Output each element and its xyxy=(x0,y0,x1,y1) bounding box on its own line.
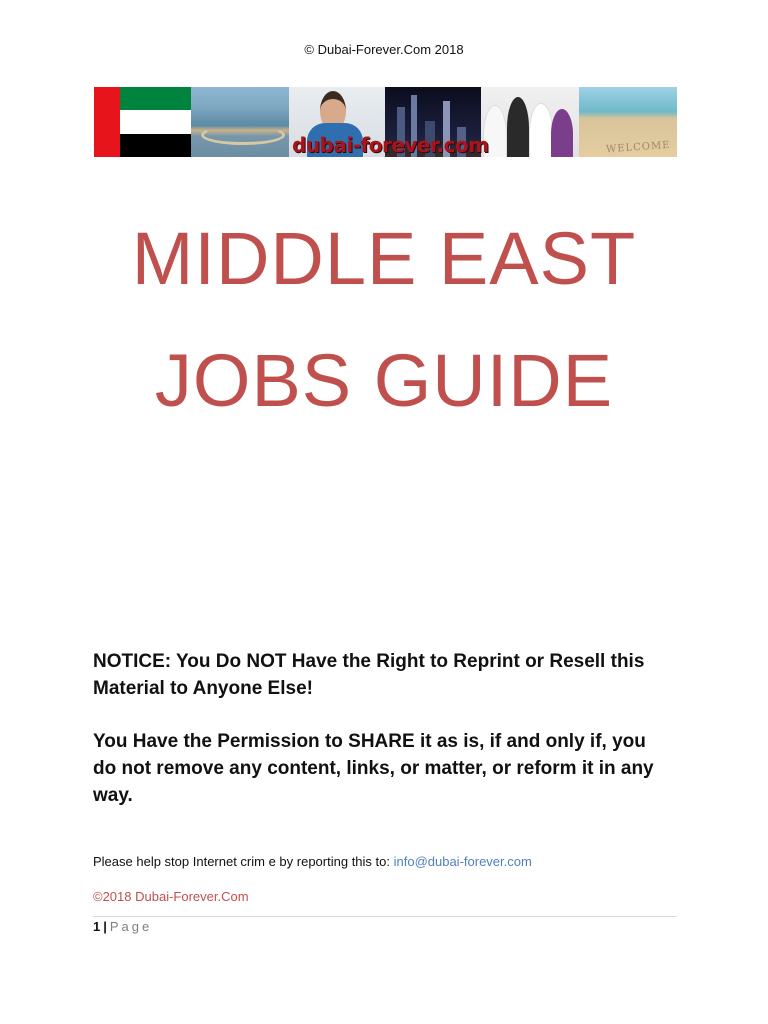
page-separator: | xyxy=(103,919,107,934)
palm-island-image xyxy=(191,87,289,157)
notice-paragraph: NOTICE: You Do NOT Have the Right to Reprint or Resell this Material to Anyone Else! xyxy=(93,651,645,699)
permission-paragraph: You Have the Permission to SHARE it as is, if and only if, you do not remove any content, links, or matter, or reform it in any way. xyxy=(93,731,654,806)
professional-team-image xyxy=(481,87,579,157)
report-text: Please help stop Internet crim e by reporting this to: xyxy=(93,854,394,869)
beach-welcome-text: WELCOME xyxy=(606,139,672,156)
banner-site-caption: dubai-forever.com xyxy=(292,133,489,157)
page-number: 1 xyxy=(93,919,101,934)
report-email-link[interactable]: info@dubai-forever.com xyxy=(393,854,532,869)
beach-image xyxy=(579,87,677,157)
page-label: Page xyxy=(109,919,153,934)
document-title-line2: JOBS GUIDE xyxy=(154,339,614,422)
uae-flag-image xyxy=(94,87,191,157)
document-title-line1: MIDDLE EAST xyxy=(131,217,637,300)
page-footer xyxy=(93,919,152,934)
footer-divider xyxy=(93,916,677,917)
header-copyright: © Dubai-Forever.Com 2018 xyxy=(304,42,464,57)
footer-copyright: ©2018 Dubai-Forever.Com xyxy=(93,889,249,904)
report-line xyxy=(93,854,532,869)
